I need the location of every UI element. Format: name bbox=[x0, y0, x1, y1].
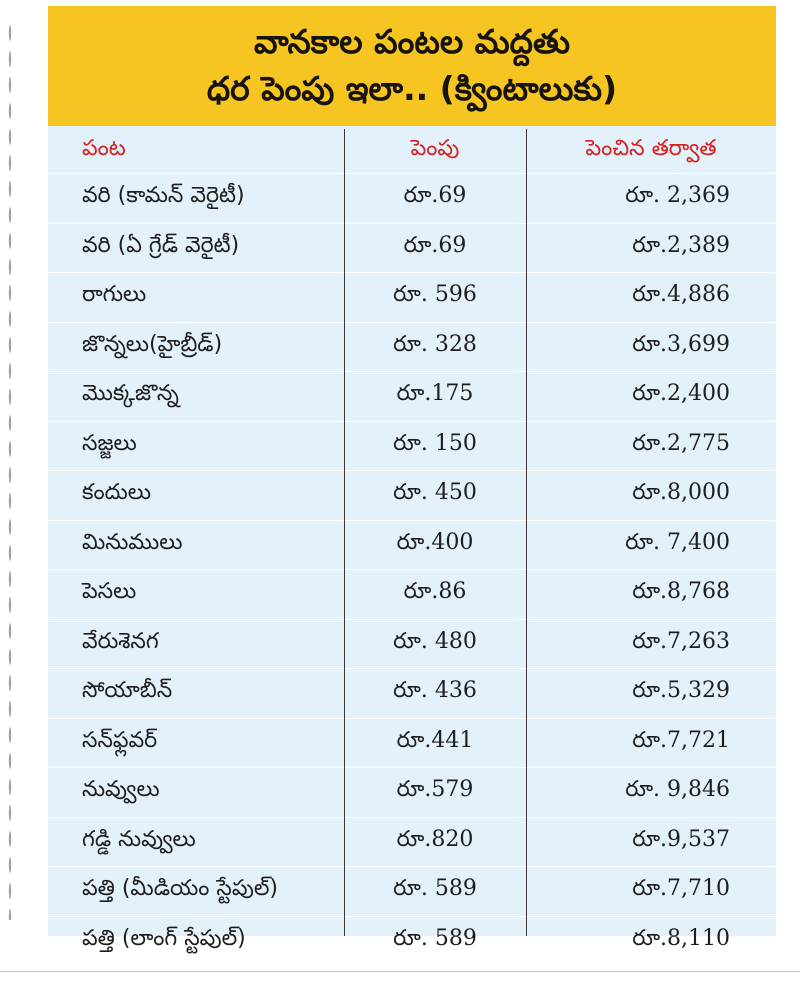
crop-cell: మొక్కజొన్న bbox=[48, 372, 344, 422]
after-cell: రూ.7,721 bbox=[526, 718, 776, 768]
table-row bbox=[48, 570, 776, 620]
title-line-2: ధర పెంపు ఇలా.. (క్వింటాలుకు) bbox=[206, 69, 618, 108]
after-cell: రూ.2,389 bbox=[526, 223, 776, 273]
table-row bbox=[48, 817, 776, 867]
crop-cell: వేరుశెనగ bbox=[48, 619, 344, 669]
table-row bbox=[48, 471, 776, 521]
hike-cell: రూ.69 bbox=[344, 174, 526, 224]
msp-table bbox=[48, 129, 776, 966]
crop-cell: రాగులు bbox=[48, 273, 344, 323]
crop-cell: సజ్జలు bbox=[48, 421, 344, 471]
after-cell: రూ.9,537 bbox=[526, 817, 776, 867]
crop-cell: పత్తి (మీడియం స్టేపుల్) bbox=[48, 867, 344, 917]
hike-cell: రూ. 450 bbox=[344, 471, 526, 521]
msp-card bbox=[48, 6, 776, 951]
after-cell: రూ.8,768 bbox=[526, 570, 776, 620]
after-cell: రూ.4,886 bbox=[526, 273, 776, 323]
after-cell: రూ. 2,369 bbox=[526, 174, 776, 224]
table-header-row bbox=[48, 129, 776, 174]
hike-cell: రూ. 150 bbox=[344, 421, 526, 471]
after-cell: రూ.8,110 bbox=[526, 916, 776, 966]
hike-cell: రూ.441 bbox=[344, 718, 526, 768]
left-margin-dots bbox=[8, 20, 12, 920]
hike-cell: రూ. 480 bbox=[344, 619, 526, 669]
hike-cell: రూ.400 bbox=[344, 520, 526, 570]
hike-cell: రూ. 436 bbox=[344, 669, 526, 719]
crop-cell: వరి (ఏ గ్రేడ్ వెరైటీ) bbox=[48, 223, 344, 273]
table-row bbox=[48, 718, 776, 768]
crop-cell: పత్తి (లాంగ్ స్టేపుల్) bbox=[48, 916, 344, 966]
crop-cell: జొన్నలు(హైబ్రీడ్) bbox=[48, 322, 344, 372]
crop-cell: గడ్డి నువ్వులు bbox=[48, 817, 344, 867]
crop-cell: నువ్వులు bbox=[48, 768, 344, 818]
crop-cell: వరి (కామన్ వెరైటీ) bbox=[48, 174, 344, 224]
table-row bbox=[48, 322, 776, 372]
crop-cell: పెసలు bbox=[48, 570, 344, 620]
after-cell: రూ.7,710 bbox=[526, 867, 776, 917]
hike-cell: రూ.86 bbox=[344, 570, 526, 620]
header-crop: పంట bbox=[48, 129, 344, 174]
crop-cell: సోయాబీన్ bbox=[48, 669, 344, 719]
footer-rule bbox=[0, 971, 800, 972]
column-divider-1 bbox=[344, 129, 345, 936]
after-cell: రూ. 9,846 bbox=[526, 768, 776, 818]
hike-cell: రూ. 328 bbox=[344, 322, 526, 372]
after-cell: రూ.2,400 bbox=[526, 372, 776, 422]
crop-cell: మినుములు bbox=[48, 520, 344, 570]
table-row bbox=[48, 867, 776, 917]
header-after: పెంచిన తర్వాత bbox=[526, 129, 776, 174]
hike-cell: రూ.175 bbox=[344, 372, 526, 422]
after-cell: రూ.7,263 bbox=[526, 619, 776, 669]
hike-cell: రూ.69 bbox=[344, 223, 526, 273]
hike-cell: రూ.579 bbox=[344, 768, 526, 818]
crop-cell: సన్‌ఫ్లవర్ bbox=[48, 718, 344, 768]
title-banner bbox=[48, 6, 776, 126]
table-row bbox=[48, 174, 776, 224]
table-row bbox=[48, 372, 776, 422]
hike-cell: రూ.820 bbox=[344, 817, 526, 867]
after-cell: రూ.8,000 bbox=[526, 471, 776, 521]
header-hike: పెంపు bbox=[344, 129, 526, 174]
hike-cell: రూ. 589 bbox=[344, 916, 526, 966]
table-row bbox=[48, 520, 776, 570]
hike-cell: రూ. 596 bbox=[344, 273, 526, 323]
hike-cell: రూ. 589 bbox=[344, 867, 526, 917]
after-cell: రూ.3,699 bbox=[526, 322, 776, 372]
crop-cell: కందులు bbox=[48, 471, 344, 521]
after-cell: రూ.2,775 bbox=[526, 421, 776, 471]
table-row bbox=[48, 768, 776, 818]
table-row bbox=[48, 669, 776, 719]
table-row bbox=[48, 223, 776, 273]
column-divider-2 bbox=[526, 129, 527, 936]
after-cell: రూ.5,329 bbox=[526, 669, 776, 719]
table-row bbox=[48, 421, 776, 471]
title-line-1: వానకాల పంటల మద్దతు bbox=[253, 22, 571, 61]
table-row bbox=[48, 916, 776, 966]
table-row bbox=[48, 619, 776, 669]
after-cell: రూ. 7,400 bbox=[526, 520, 776, 570]
table-row bbox=[48, 273, 776, 323]
